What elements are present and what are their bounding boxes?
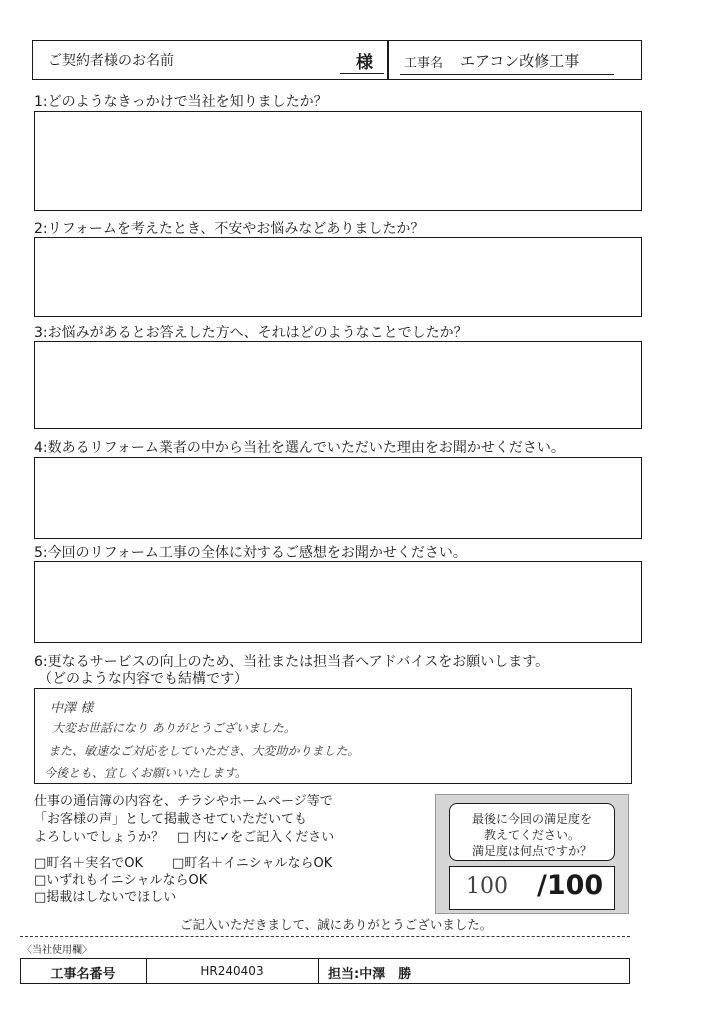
question-6: 6:更なるサービスの向上のため、当社または担当者へアドバイスをお願いします。 xyxy=(34,654,550,670)
option-town-initial[interactable]: □町名＋イニシャルならOK xyxy=(172,856,333,871)
sama-label: 様 xyxy=(356,53,373,73)
consent-line-2: 「お客様の声」として掲載させていただいても xyxy=(34,812,308,827)
option-real-name[interactable]: □町名＋実名でOK xyxy=(34,856,144,871)
question-5: 5:今回のリフォーム工事の全体に対するご感想をお聞かせください。 xyxy=(34,545,467,561)
office-number-label: 工事名番号 xyxy=(50,967,116,982)
satisfaction-line-2: 教えてください。 xyxy=(483,828,580,842)
question-3: 3:お悩みがあるとお答えした方へ、それはどのようなことでしたか？ xyxy=(34,325,468,341)
answer-box-4[interactable] xyxy=(34,457,642,539)
office-use-label: 〈当社使用欄〉 xyxy=(22,945,92,956)
cut-line xyxy=(20,936,630,937)
question-1: 1:どのようなきっかけで当社を知りましたか？ xyxy=(34,94,328,110)
satisfaction-score: 100 xyxy=(466,874,508,899)
answer-box-3[interactable] xyxy=(34,341,642,429)
thanks-message: ご記入いただきまして、誠にありがとうございました。 xyxy=(180,917,493,932)
office-person: 担当:中澤 勝 xyxy=(328,967,412,982)
satisfaction-line-1: 最後に今回の満足度を xyxy=(471,812,592,826)
answer-6-line-4: 今後とも、宜しくお願いいたします。 xyxy=(44,766,248,780)
answer-6-line-2: 大変お世話になり ありがとうございました。 xyxy=(52,721,296,735)
work-name-value: エアコン改修工事 xyxy=(460,52,580,70)
answer-box-1[interactable] xyxy=(34,111,642,211)
consent-line-3: よろしいでしょうか？ □ 内に✓をご記入ください xyxy=(34,830,335,845)
question-6-note: （どのような内容でも結構です） xyxy=(38,671,248,687)
option-all-initial[interactable]: □いずれもイニシャルならOK xyxy=(34,873,208,888)
answer-box-5[interactable] xyxy=(34,561,642,643)
office-col-divider-2 xyxy=(318,958,319,984)
satisfaction-line-3: 満足度は何点ですか？ xyxy=(471,844,592,858)
work-name-label: 工事名 xyxy=(404,56,444,71)
satisfaction-max: /100 xyxy=(537,870,604,901)
answer-box-2[interactable] xyxy=(34,237,642,317)
question-2: 2:リフォームを考えたとき、不安やお悩みなどありましたか？ xyxy=(34,221,425,237)
option-no-publish[interactable]: □掲載はしないでほしい xyxy=(34,890,177,905)
work-name-underline xyxy=(400,74,614,75)
office-number-value: HR240403 xyxy=(200,964,264,978)
answer-6-line-3: また、敏速なご対応をしていただき、大変助かりました。 xyxy=(48,744,360,758)
customer-name-underline xyxy=(340,73,384,74)
question-4: 4:数あるリフォーム業者の中から当社を選んでいただいた理由をお聞かせください。 xyxy=(34,440,565,456)
answer-6-line-1: 中澤 様 xyxy=(50,701,94,716)
customer-name-label: ご契約者様のお名前 xyxy=(48,53,174,69)
consent-line-1: 仕事の通信簿の内容を、チラシやホームページ等で xyxy=(34,794,333,809)
